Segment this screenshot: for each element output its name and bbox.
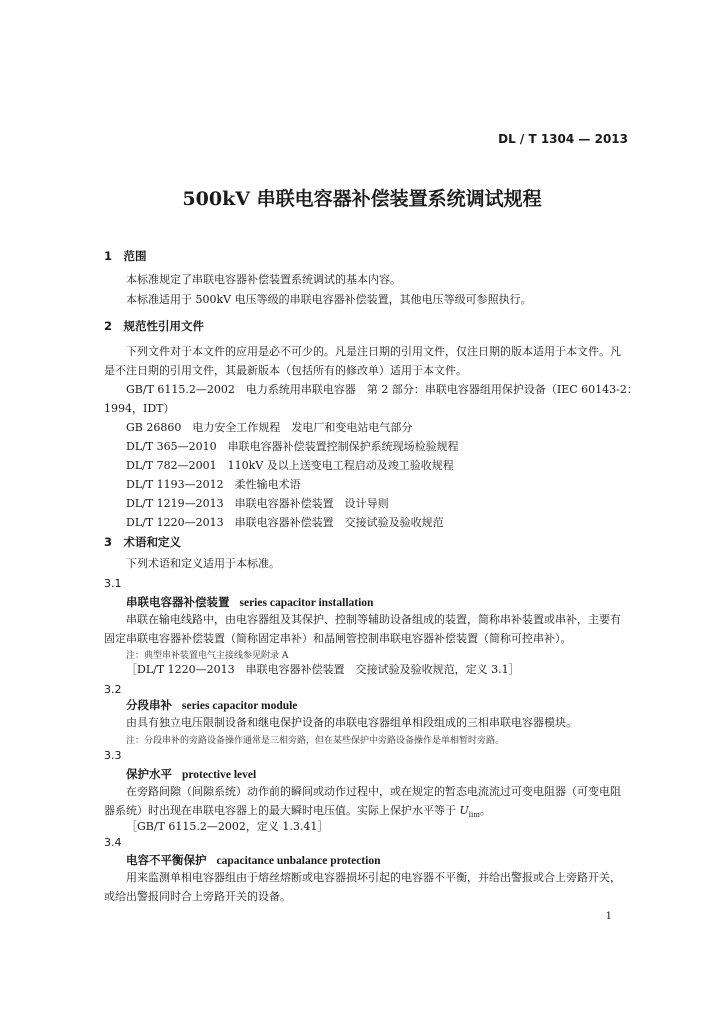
document-code: DL / T 1304 — 2013: [498, 132, 628, 146]
reference-item: DL/T 1193—2012 柔性输电术语: [126, 478, 301, 491]
term-3-4-zh: 电容不平衡保护: [126, 853, 207, 867]
section-1-heading: 1 范围: [104, 249, 147, 263]
reference-item: DL/T 365—2010 串联电容器补偿装置控制保护系统现场检验规程: [126, 440, 459, 453]
term-3-3-subscript: lim: [468, 811, 480, 820]
section-1-para-1: 本标准规定了串联电容器补偿装置系统调试的基本内容。: [126, 273, 401, 286]
term-3-1-title: [126, 594, 373, 610]
term-3-4-number: 3.4: [104, 836, 122, 849]
term-3-4-en: capacitance unbalance protection: [216, 855, 381, 867]
term-3-1-note: 注：典型串补装置电气主接线参见附录 A: [126, 651, 289, 661]
section-2-intro: 下列文件对于本文件的应用是必不可少的。凡是注日期的引用文件，仅注日期的版本适用于本文件。凡是不注日期的引用文件，其最新版本（包括所有的修改单）适用于本文件。: [104, 345, 621, 377]
term-3-3-en: protective level: [182, 769, 257, 781]
term-3-3-source: ［GB/T 6115.2—2002，定义 1.3.41］: [126, 820, 329, 833]
term-3-2-zh: 分段串补: [126, 698, 172, 712]
term-3-1-source: ［DL/T 1220—2013 串联电容器补偿装置 交接试验及验收规范，定义 3.1］: [126, 663, 520, 676]
term-3-2-en: series capacitor module: [182, 700, 298, 712]
page-number: 1: [605, 911, 612, 922]
term-3-3-definition-text: 在旁路间隙（间隙系统）动作前的瞬间或动作过程中，或在规定的暂态电流流过可变电阻器（可变电阻器系统）时出现在串联电容器上的最大瞬时电压值。实际上保护水平等于: [104, 785, 621, 817]
term-3-2-number: 3.2: [104, 683, 122, 696]
term-3-3-symbol: U: [459, 804, 469, 817]
reference-item: GB 26860 电力安全工作规程 发电厂和变电站电气部分: [126, 421, 413, 434]
term-3-3-title: [126, 766, 256, 782]
section-3-heading: 3 术语和定义: [104, 535, 182, 549]
section-3-intro: 下列术语和定义适用于本标准。: [126, 557, 280, 570]
term-3-4-definition: 用来监测单相电容器组由于熔丝熔断或电容器损坏引起的电容器不平衡，并给出警报或合上旁路开关，或给出警报同时合上旁路开关的设备。: [104, 871, 621, 903]
term-3-2-note: 注：分段串补的旁路设备操作通常是三相旁路，但在某些保护中旁路设备操作是单相暂时旁路。: [126, 736, 505, 746]
term-3-4-title: [126, 852, 380, 868]
page-title: 500kV 串联电容器补偿装置系统调试规程: [182, 188, 542, 210]
term-3-1-en: series capacitor installation: [239, 597, 374, 609]
reference-item: GB/T 6115.2—2002 电力系统用串联电容器 第 2 部分：串联电容器组用保护设备（IEC 60143-2：: [126, 383, 638, 396]
term-3-1-number: 3.1: [104, 577, 122, 590]
section-2-heading: 2 规范性引用文件: [104, 319, 205, 333]
reference-item: DL/T 1219—2013 串联电容器补偿装置 设计导则: [126, 497, 389, 510]
term-3-1-definition: 串联在输电线路中，由电容器组及其保护、控制等辅助设备组成的装置，简称串补装置或串补，主要有固定串联电容器补偿装置（简称固定串补）和晶闸管控制串联电容器补偿装置（简称可控串补）。: [104, 613, 621, 645]
term-3-3-end: 。: [479, 804, 491, 817]
reference-item: DL/T 1220—2013 串联电容器补偿装置 交接试验及验收规范: [126, 516, 444, 529]
term-3-2-title: [126, 697, 297, 713]
term-3-3-number: 3.3: [104, 749, 122, 762]
section-1-para-2: 本标准适用于 500kV 电压等级的串联电容器补偿装置，其他电压等级可参照执行。: [126, 293, 532, 306]
term-3-3-zh: 保护水平: [126, 767, 172, 781]
term-3-1-zh: 串联电容器补偿装置: [126, 595, 230, 609]
reference-item: 1994，IDT）: [104, 402, 175, 415]
reference-item: DL/T 782—2001 110kV 及以上送变电工程启动及竣工验收规程: [126, 459, 454, 472]
term-3-2-definition: 由具有独立电压限制设备和继电保护设备的串联电容器组单相段组成的三相串联电容器模块。: [126, 716, 577, 729]
